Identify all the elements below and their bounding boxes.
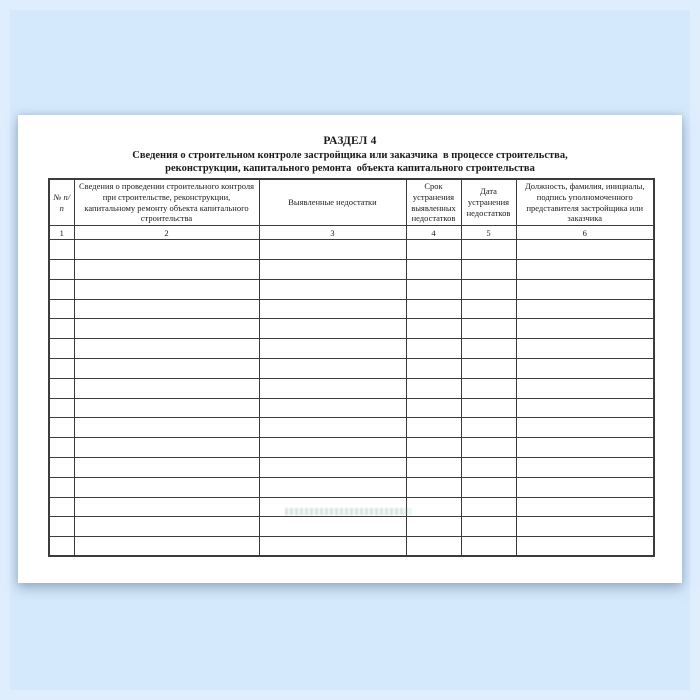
table-cell [406,457,461,477]
table-cell [74,319,259,339]
column-header-1: № п/п [49,179,74,226]
table-cell [259,240,406,260]
table-cell [516,299,654,319]
table-cell [461,398,516,418]
column-header-3: Выявленные недостатки [259,179,406,226]
table-cell [461,358,516,378]
table-cell [49,299,74,319]
table-row [49,497,654,517]
section-title: РАЗДЕЛ 4 [323,135,377,147]
table-cell [461,477,516,497]
table-cell [406,418,461,438]
table-row [49,438,654,458]
table-cell [259,477,406,497]
table-cell [406,438,461,458]
table-cell [516,398,654,418]
column-number-2: 2 [74,226,259,240]
table-cell [461,378,516,398]
table-cell [74,398,259,418]
table-cell [49,418,74,438]
document-page [18,115,682,583]
table-cell [74,378,259,398]
table-cell [406,378,461,398]
table-cell [516,259,654,279]
table-cell [461,517,516,537]
table-header-row [49,179,654,226]
table-cell [406,240,461,260]
table-cell [516,418,654,438]
table-cell [49,240,74,260]
column-header-5: Дата устранения недостатков [461,179,516,226]
table-cell [49,378,74,398]
table-cell [74,477,259,497]
column-number-5: 5 [461,226,516,240]
table-cell [74,457,259,477]
table-cell [74,339,259,359]
table-cell [259,418,406,438]
table-cell [461,457,516,477]
table-cell [74,240,259,260]
table-cell [516,319,654,339]
table-cell [461,438,516,458]
table-cell [406,477,461,497]
table-cell [49,279,74,299]
column-header-6: Должность, фамилия, инициалы, подпись уполномоченного представителя застройщика или заказчика [516,179,654,226]
table-cell [516,457,654,477]
table-row [49,537,654,557]
table-cell [259,378,406,398]
table-header [49,179,654,240]
column-header-2: Сведения о проведении строительного контроля при строительстве, реконструкции, капитальному ремонту объекта капитального строительства [74,179,259,226]
document-subtitle-line1: Сведения о строительном контроле застройщика или заказчика в процессе строительства, [132,150,568,161]
table-row [49,319,654,339]
table-cell [259,299,406,319]
column-number-6: 6 [516,226,654,240]
table-cell [461,319,516,339]
table-cell [49,398,74,418]
table-cell [74,259,259,279]
table-row [49,477,654,497]
table-row [49,517,654,537]
table-cell [74,418,259,438]
table-cell [49,319,74,339]
table-cell [259,358,406,378]
table-row [49,398,654,418]
column-number-3: 3 [259,226,406,240]
table-cell [406,358,461,378]
form-table-container [48,178,653,557]
column-number-4: 4 [406,226,461,240]
table-cell [461,299,516,319]
table-cell [461,259,516,279]
table-cell [49,517,74,537]
table-cell [516,339,654,359]
table-row [49,339,654,359]
table-row [49,358,654,378]
table-cell [259,398,406,418]
table-cell [49,477,74,497]
table-cell [516,279,654,299]
table-cell [461,240,516,260]
table-cell [74,279,259,299]
table-row [49,240,654,260]
column-numbers-row [49,226,654,240]
table-cell [406,537,461,557]
table-cell [516,358,654,378]
document-title-block [18,135,682,175]
table-cell [259,279,406,299]
table-row [49,418,654,438]
table-row [49,279,654,299]
table-cell [516,438,654,458]
table-cell [259,438,406,458]
construction-control-table [48,178,655,557]
table-cell [259,339,406,359]
table-cell [49,457,74,477]
table-cell [259,497,406,517]
table-cell [406,398,461,418]
table-cell [406,517,461,537]
table-cell [516,497,654,517]
table-cell [461,537,516,557]
table-cell [49,259,74,279]
table-cell [461,339,516,359]
table-cell [461,497,516,517]
table-row [49,259,654,279]
table-cell [74,497,259,517]
table-cell [406,319,461,339]
table-cell [74,438,259,458]
table-cell [259,319,406,339]
table-cell [406,299,461,319]
document-subtitle-line2: реконструкции, капитального ремонта объекта капитального строительства [165,162,535,174]
table-row [49,457,654,477]
table-cell [516,378,654,398]
table-cell [516,477,654,497]
table-cell [259,259,406,279]
table-cell [49,358,74,378]
table-cell [406,339,461,359]
table-cell [74,517,259,537]
table-row [49,299,654,319]
table-cell [259,517,406,537]
column-header-4: Срок устранения выявленных недостатков [406,179,461,226]
table-cell [516,240,654,260]
table-cell [406,259,461,279]
table-cell [49,339,74,359]
table-cell [406,279,461,299]
table-cell [516,537,654,557]
table-cell [49,497,74,517]
table-cell [74,299,259,319]
table-cell [461,279,516,299]
table-row [49,378,654,398]
table-cell [461,418,516,438]
table-cell [516,517,654,537]
column-number-1: 1 [49,226,74,240]
table-body [49,240,654,557]
table-cell [74,537,259,557]
table-cell [74,358,259,378]
table-cell [49,438,74,458]
table-cell [49,537,74,557]
table-cell [259,457,406,477]
table-cell [259,537,406,557]
table-cell [406,497,461,517]
